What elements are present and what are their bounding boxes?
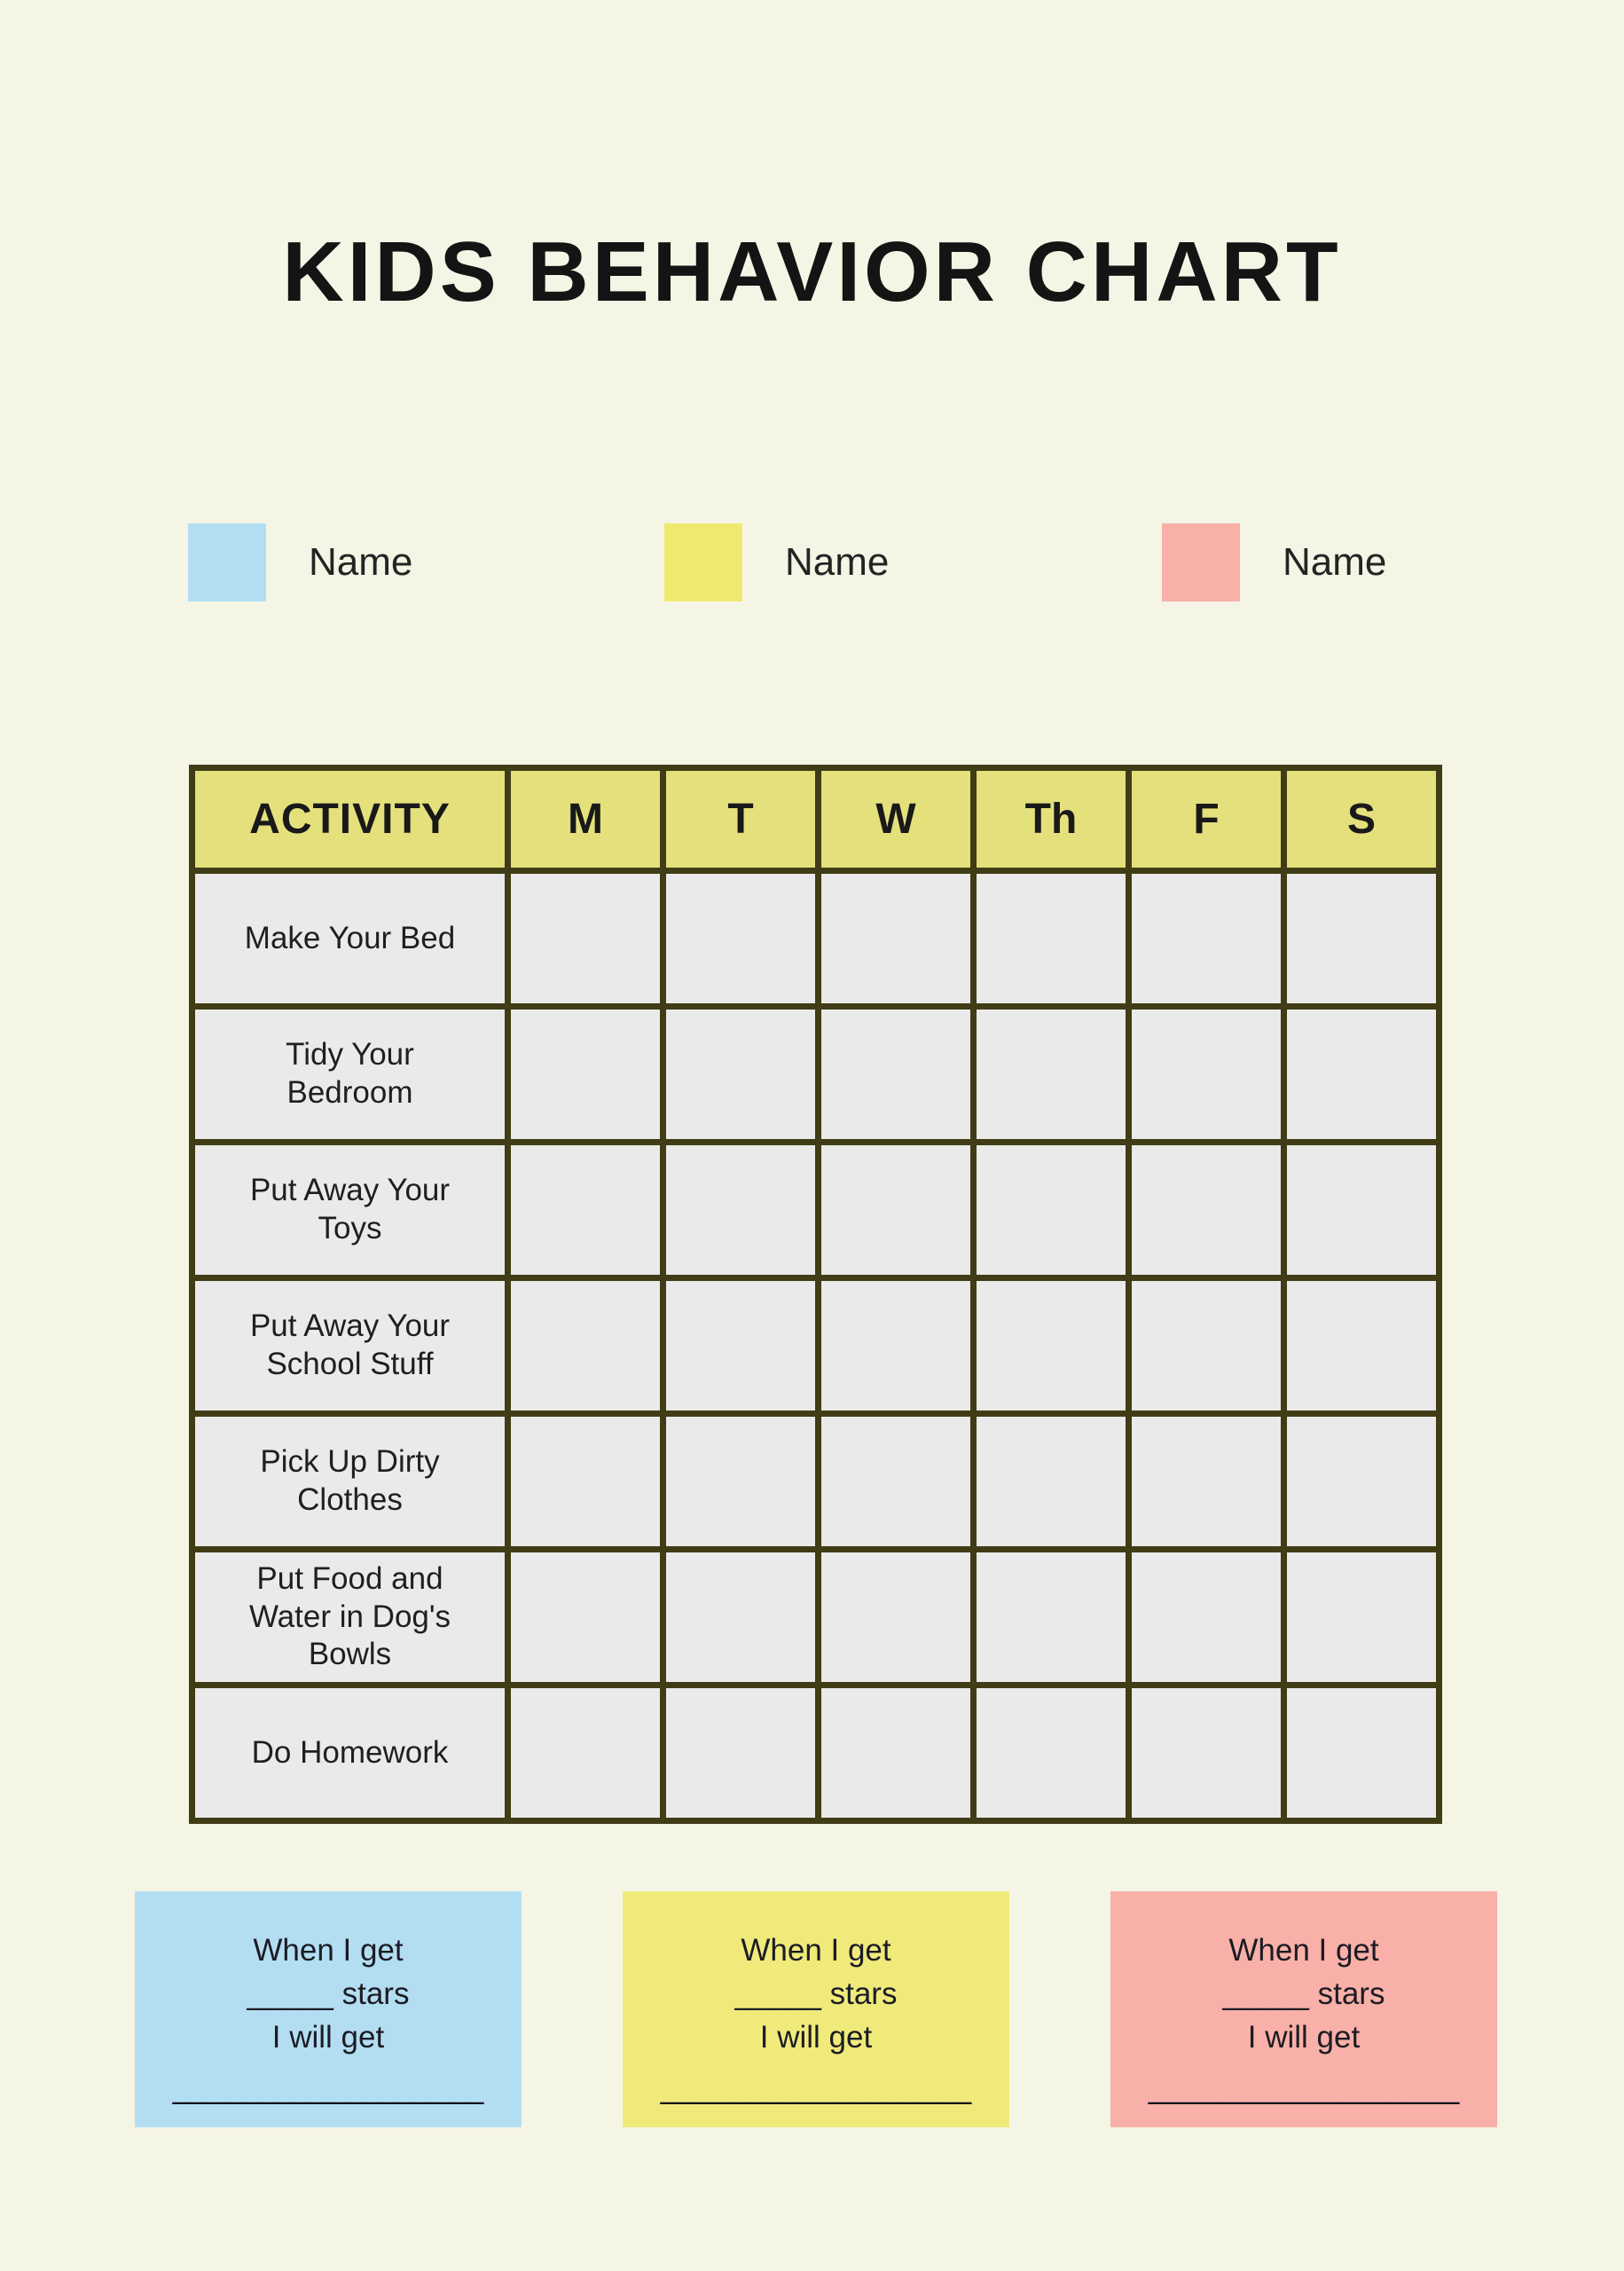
reward-fill-in-blank[interactable]: __________________ [660,2071,972,2105]
day-cell[interactable] [1284,1414,1440,1550]
day-cell[interactable] [1129,1143,1284,1278]
behavior-table [189,765,1442,1824]
day-cell[interactable] [1284,871,1440,1007]
day-cell[interactable] [974,871,1129,1007]
day-cell[interactable] [1284,1550,1440,1686]
day-cell[interactable] [819,1414,974,1550]
day-cell[interactable] [1284,1143,1440,1278]
table-header-row [192,768,1440,871]
table-row [192,871,1440,1007]
reward-line: When I get [741,1933,891,1968]
reward-fill-in-blank[interactable]: __________________ [1148,2071,1460,2105]
reward-line: I will get [1247,2020,1361,2055]
table-row [192,1007,1440,1143]
day-cell[interactable] [1129,1414,1284,1550]
day-cell[interactable] [974,1414,1129,1550]
activity-label: Make Your Bed [192,871,508,1007]
day-cell[interactable] [508,1143,663,1278]
column-header-friday: F [1129,768,1284,871]
column-header-thursday: Th [974,768,1129,871]
table-row [192,1686,1440,1821]
day-cell[interactable] [1284,1686,1440,1821]
legend-color-swatch-pink [1162,523,1240,601]
activity-label: Do Homework [192,1686,508,1821]
day-cell[interactable] [819,871,974,1007]
day-cell[interactable] [819,1550,974,1686]
column-header-activity: ACTIVITY [192,768,508,871]
day-cell[interactable] [974,1550,1129,1686]
day-cell[interactable] [819,1007,974,1143]
day-cell[interactable] [508,1278,663,1414]
day-cell[interactable] [508,1414,663,1550]
day-cell[interactable] [663,1143,819,1278]
page-title: KIDS BEHAVIOR CHART [282,224,1342,319]
reward-line-stars-blank: _____ stars [734,1976,898,2011]
table-row [192,1143,1440,1278]
reward-fill-in-blank[interactable]: __________________ [172,2071,484,2105]
day-cell[interactable] [974,1686,1129,1821]
day-cell[interactable] [1284,1278,1440,1414]
legend-item-pink [1162,523,1386,601]
day-cell[interactable] [819,1278,974,1414]
legend-color-swatch-blue [188,523,266,601]
legend-name-label: Name [309,540,413,584]
column-header-wednesday: W [819,768,974,871]
reward-box-pink [1110,1891,1497,2127]
activity-label: Put Away Your School Stuff [192,1278,508,1414]
legend-name-label: Name [1283,540,1387,584]
activity-label: Tidy Your Bedroom [192,1007,508,1143]
reward-box-blue [135,1891,522,2127]
day-cell[interactable] [819,1143,974,1278]
day-cell[interactable] [819,1686,974,1821]
day-cell[interactable] [508,1550,663,1686]
day-cell[interactable] [508,1686,663,1821]
reward-line: I will get [759,2020,873,2055]
day-cell[interactable] [1129,1278,1284,1414]
day-cell[interactable] [1284,1007,1440,1143]
reward-box-yellow [623,1891,1009,2127]
activity-label: Put Food and Water in Dog's Bowls [192,1550,508,1686]
reward-line-stars-blank: _____ stars [247,1976,410,2011]
column-header-tuesday: T [663,768,819,871]
table-row [192,1278,1440,1414]
day-cell[interactable] [1129,871,1284,1007]
reward-line: When I get [253,1933,404,1968]
day-cell[interactable] [508,1007,663,1143]
day-cell[interactable] [974,1143,1129,1278]
activity-label: Pick Up Dirty Clothes [192,1414,508,1550]
day-cell[interactable] [974,1278,1129,1414]
day-cell[interactable] [663,1278,819,1414]
day-cell[interactable] [663,1414,819,1550]
column-header-monday: M [508,768,663,871]
day-cell[interactable] [663,871,819,1007]
day-cell[interactable] [1129,1686,1284,1821]
day-cell[interactable] [1129,1550,1284,1686]
activity-label: Put Away Your Toys [192,1143,508,1278]
reward-line: I will get [271,2020,385,2055]
day-cell[interactable] [663,1007,819,1143]
day-cell[interactable] [1129,1007,1284,1143]
legend-item-blue [188,523,412,601]
day-cell[interactable] [663,1550,819,1686]
reward-line: When I get [1228,1933,1379,1968]
table-row [192,1550,1440,1686]
column-header-saturday: S [1284,768,1440,871]
table-row [192,1414,1440,1550]
legend-name-label: Name [785,540,890,584]
legend-item-yellow [664,523,889,601]
reward-line-stars-blank: _____ stars [1222,1976,1385,2011]
day-cell[interactable] [663,1686,819,1821]
day-cell[interactable] [508,871,663,1007]
day-cell[interactable] [974,1007,1129,1143]
legend-color-swatch-yellow [664,523,742,601]
